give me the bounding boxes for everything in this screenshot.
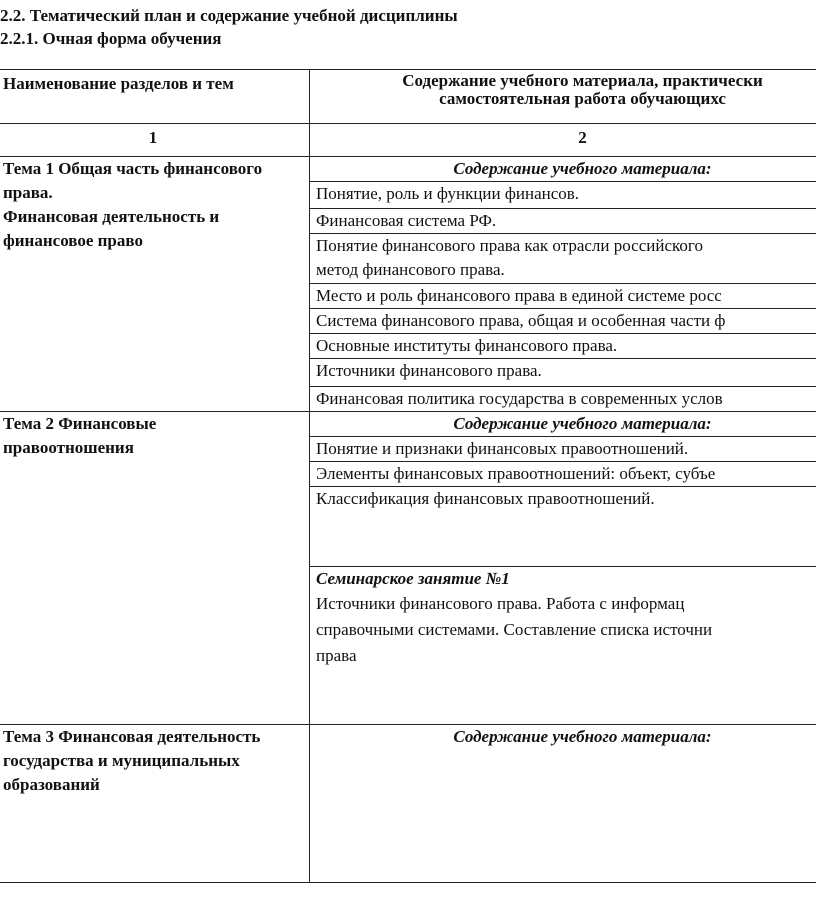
topic1-item: Источники финансового права. xyxy=(310,359,816,387)
topic2-item: Классификация финансовых правоотношений. xyxy=(310,487,816,567)
column-number-1: 1 xyxy=(0,124,310,157)
topic1-item: Основные институты финансового права. xyxy=(310,334,816,359)
header-col2-line1: Содержание учебного материала, практически xyxy=(402,71,763,90)
topic3-title-line2: государства и муниципальных xyxy=(3,751,240,770)
topic1-title-line4: финансовое право xyxy=(3,231,143,250)
header-col2-line2: самостоятельная работа обучающихс xyxy=(439,89,726,108)
topic2-title-line2: правоотношения xyxy=(3,438,134,457)
topic3-title-line1: Тема 3 Финансовая деятельность xyxy=(3,727,261,746)
topic2-title xyxy=(0,412,310,725)
column-number-row xyxy=(0,124,816,157)
topic3-row xyxy=(0,725,816,883)
topic1-item: Система финансового права, общая и особенная части ф xyxy=(310,309,816,334)
topic1-item: Финансовая система РФ. xyxy=(310,209,816,234)
thematic-plan-table xyxy=(0,69,816,883)
seminar-text-line2: справочными системами. Составление списка источни xyxy=(316,620,713,639)
topic2-label-row xyxy=(0,412,816,437)
topic3-title-line3: образований xyxy=(3,775,100,794)
topic1-title-line3: Финансовая деятельность и xyxy=(3,207,220,226)
topic1-title xyxy=(0,157,310,412)
topic1-content-label: Содержание учебного материала: xyxy=(310,157,816,182)
topic1-item: Финансовая политика государства в современных услов xyxy=(310,387,816,412)
header-col2 xyxy=(310,70,816,124)
document-headings xyxy=(0,4,816,50)
topic3-content-label: Содержание учебного материала: xyxy=(310,725,816,883)
seminar-text-line1: Источники финансового права. Работа с информац xyxy=(316,594,685,613)
header-col1: Наименование разделов и тем xyxy=(0,70,310,124)
topic1-item: Понятие, роль и функции финансов. xyxy=(310,182,816,209)
column-number-2: 2 xyxy=(310,124,816,157)
seminar-text-line3: права xyxy=(316,646,357,665)
topic2-item: Понятие и признаки финансовых правоотношений. xyxy=(310,437,816,462)
table-header-row xyxy=(0,70,816,124)
topic1-item-line: метод финансового права. xyxy=(316,260,505,279)
topic1-title-line2: права. xyxy=(3,183,53,202)
topic1-label-row xyxy=(0,157,816,182)
topic1-item-line: Понятие финансового права как отрасли российского xyxy=(316,236,703,255)
seminar-title: Семинарское занятие №1 xyxy=(316,569,510,588)
document-heading: 2.2. Тематический план и содержание учебной дисциплины xyxy=(0,6,458,25)
topic1-item: Место и роль финансового права в единой системе росс xyxy=(310,284,816,309)
topic1-item xyxy=(310,234,816,284)
document-subheading: 2.2.1. Очная форма обучения xyxy=(0,29,222,48)
topic3-title xyxy=(0,725,310,883)
topic1-title-line1: Тема 1 Общая часть финансового xyxy=(3,159,263,178)
seminar-cell xyxy=(310,567,816,725)
topic2-item: Элементы финансовых правоотношений: объект, субъе xyxy=(310,462,816,487)
topic2-title-line1: Тема 2 Финансовые xyxy=(3,414,157,433)
topic2-content-label: Содержание учебного материала: xyxy=(310,412,816,437)
